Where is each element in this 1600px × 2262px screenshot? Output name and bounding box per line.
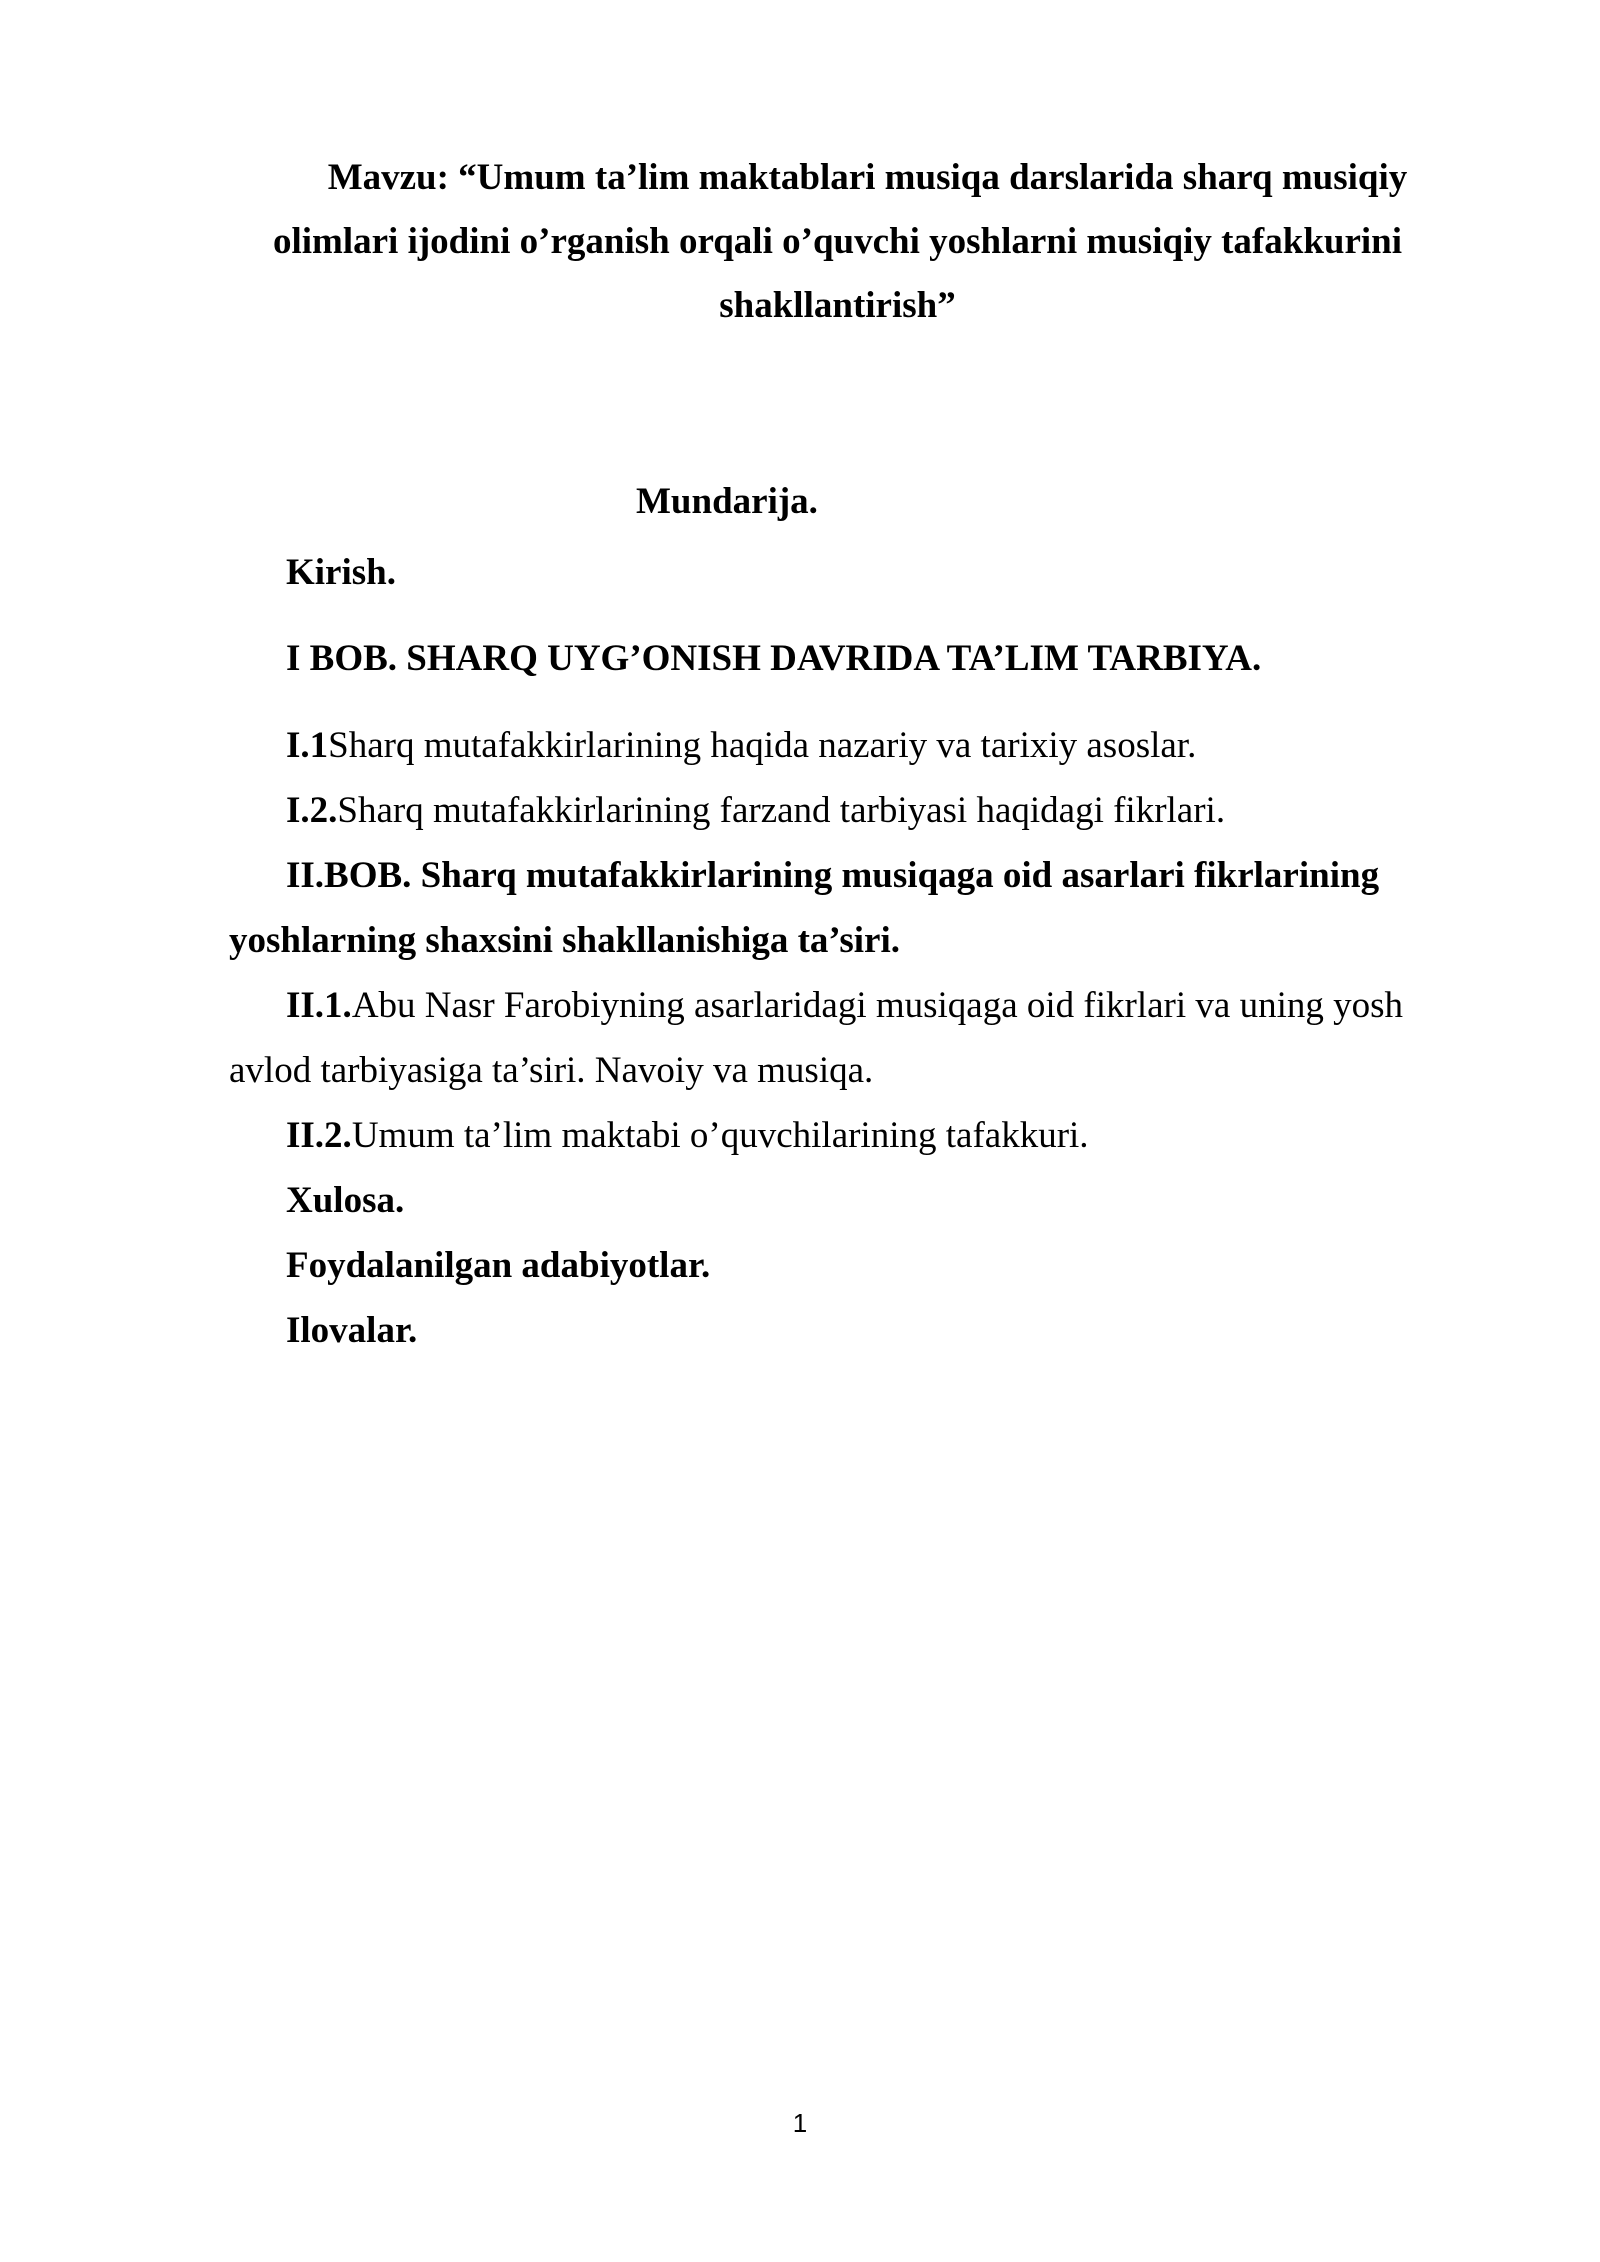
document-title (230, 146, 1445, 338)
toc-entry-section-2-2: II.2.Umum ta’lim maktabi o’quvchilarining tafakkuri. (286, 1115, 1089, 1156)
toc-entry-references: Foydalanilgan adabiyotlar. (286, 1245, 711, 1286)
title-line-3: shakllantirish” (719, 285, 956, 326)
toc-entry-section-1-2: I.2.Sharq mutafakkirlarining farzand tarbiyasi haqidagi fikrlari. (286, 790, 1226, 831)
toc-entry-introduction: Kirish. (286, 552, 396, 593)
toc-entry-section-2-1: II.1.Abu Nasr Farobiyning asarlaridagi musiqaga oid fikrlari va uning yosh avlod tarbiyasiga ta’siri. Navoiy va musiqa. (229, 985, 1404, 1091)
toc-entry-chapter-1: I BOB. SHARQ UYG’ONISH DAVRIDA TA’LIM TARBIYA. (286, 638, 1262, 679)
page-number: 1 (792, 2108, 808, 2138)
toc-heading: Mundarija. (636, 481, 818, 522)
toc-entry-section-1-1: I.1Sharq mutafakkirlarining haqida nazariy va tarixiy asoslar. (286, 725, 1197, 766)
toc-entry-appendices: Ilovalar. (286, 1310, 418, 1351)
toc-entry-conclusion: Xulosa. (286, 1180, 405, 1221)
toc-entry-chapter-2: II.BOB. Sharq mutafakkirlarining musiqaga oid asarlari fikrlarining yoshlarning shaxsini shakllanishiga ta’siri. (229, 855, 1380, 961)
title-line-1: Mavzu: “Umum ta’lim maktablari musiqa darslarida sharq musiqiy (327, 157, 1408, 198)
title-line-2: olimlari ijodini o’rganish orqali o’quvchi yoshlarni musiqiy tafakkurini (272, 221, 1403, 262)
